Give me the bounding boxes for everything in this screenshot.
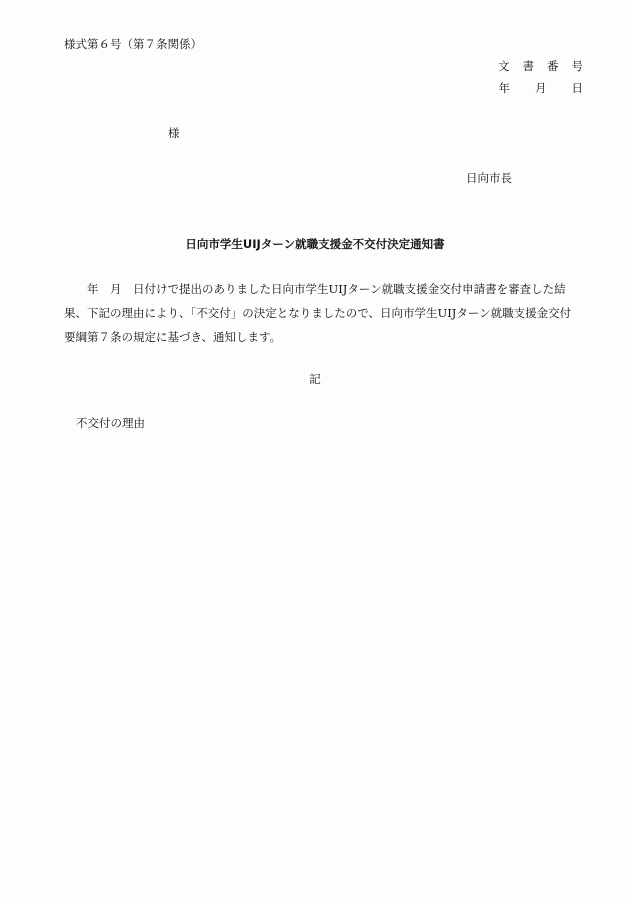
date-line — [499, 80, 584, 96]
date-year: 年 — [498, 81, 510, 95]
docnum-char: 書 — [522, 59, 534, 73]
docnum-char: 号 — [571, 59, 583, 73]
form-number: 様式第６号（第７条関係） — [64, 37, 202, 51]
ki-heading: 記 — [309, 372, 321, 386]
document-title: 日向市学生UIJターン就職支援金不交付決定通知書 — [185, 237, 445, 251]
date-day: 日 — [571, 81, 583, 95]
body-line: 年 月 日付けで提出のありました日向市学生UIJターン就職支援金交付申請書を審査した結 — [64, 282, 566, 296]
body-line: 果、下記の理由により、「不交付」の決定となりましたので、日向市学生UIJターン就職支援金交付 — [64, 306, 572, 320]
addressee: 様 — [168, 126, 180, 140]
docnum-char: 文 — [498, 59, 510, 73]
document-number-label — [498, 58, 583, 74]
body-paragraph — [64, 277, 584, 349]
reason-label: 不交付の理由 — [76, 416, 145, 430]
docnum-char: 番 — [547, 59, 559, 73]
body-line: 要綱第７条の規定に基づき、通知します。 — [64, 330, 282, 344]
issuer: 日向市長 — [466, 171, 512, 185]
date-month: 月 — [535, 81, 547, 95]
